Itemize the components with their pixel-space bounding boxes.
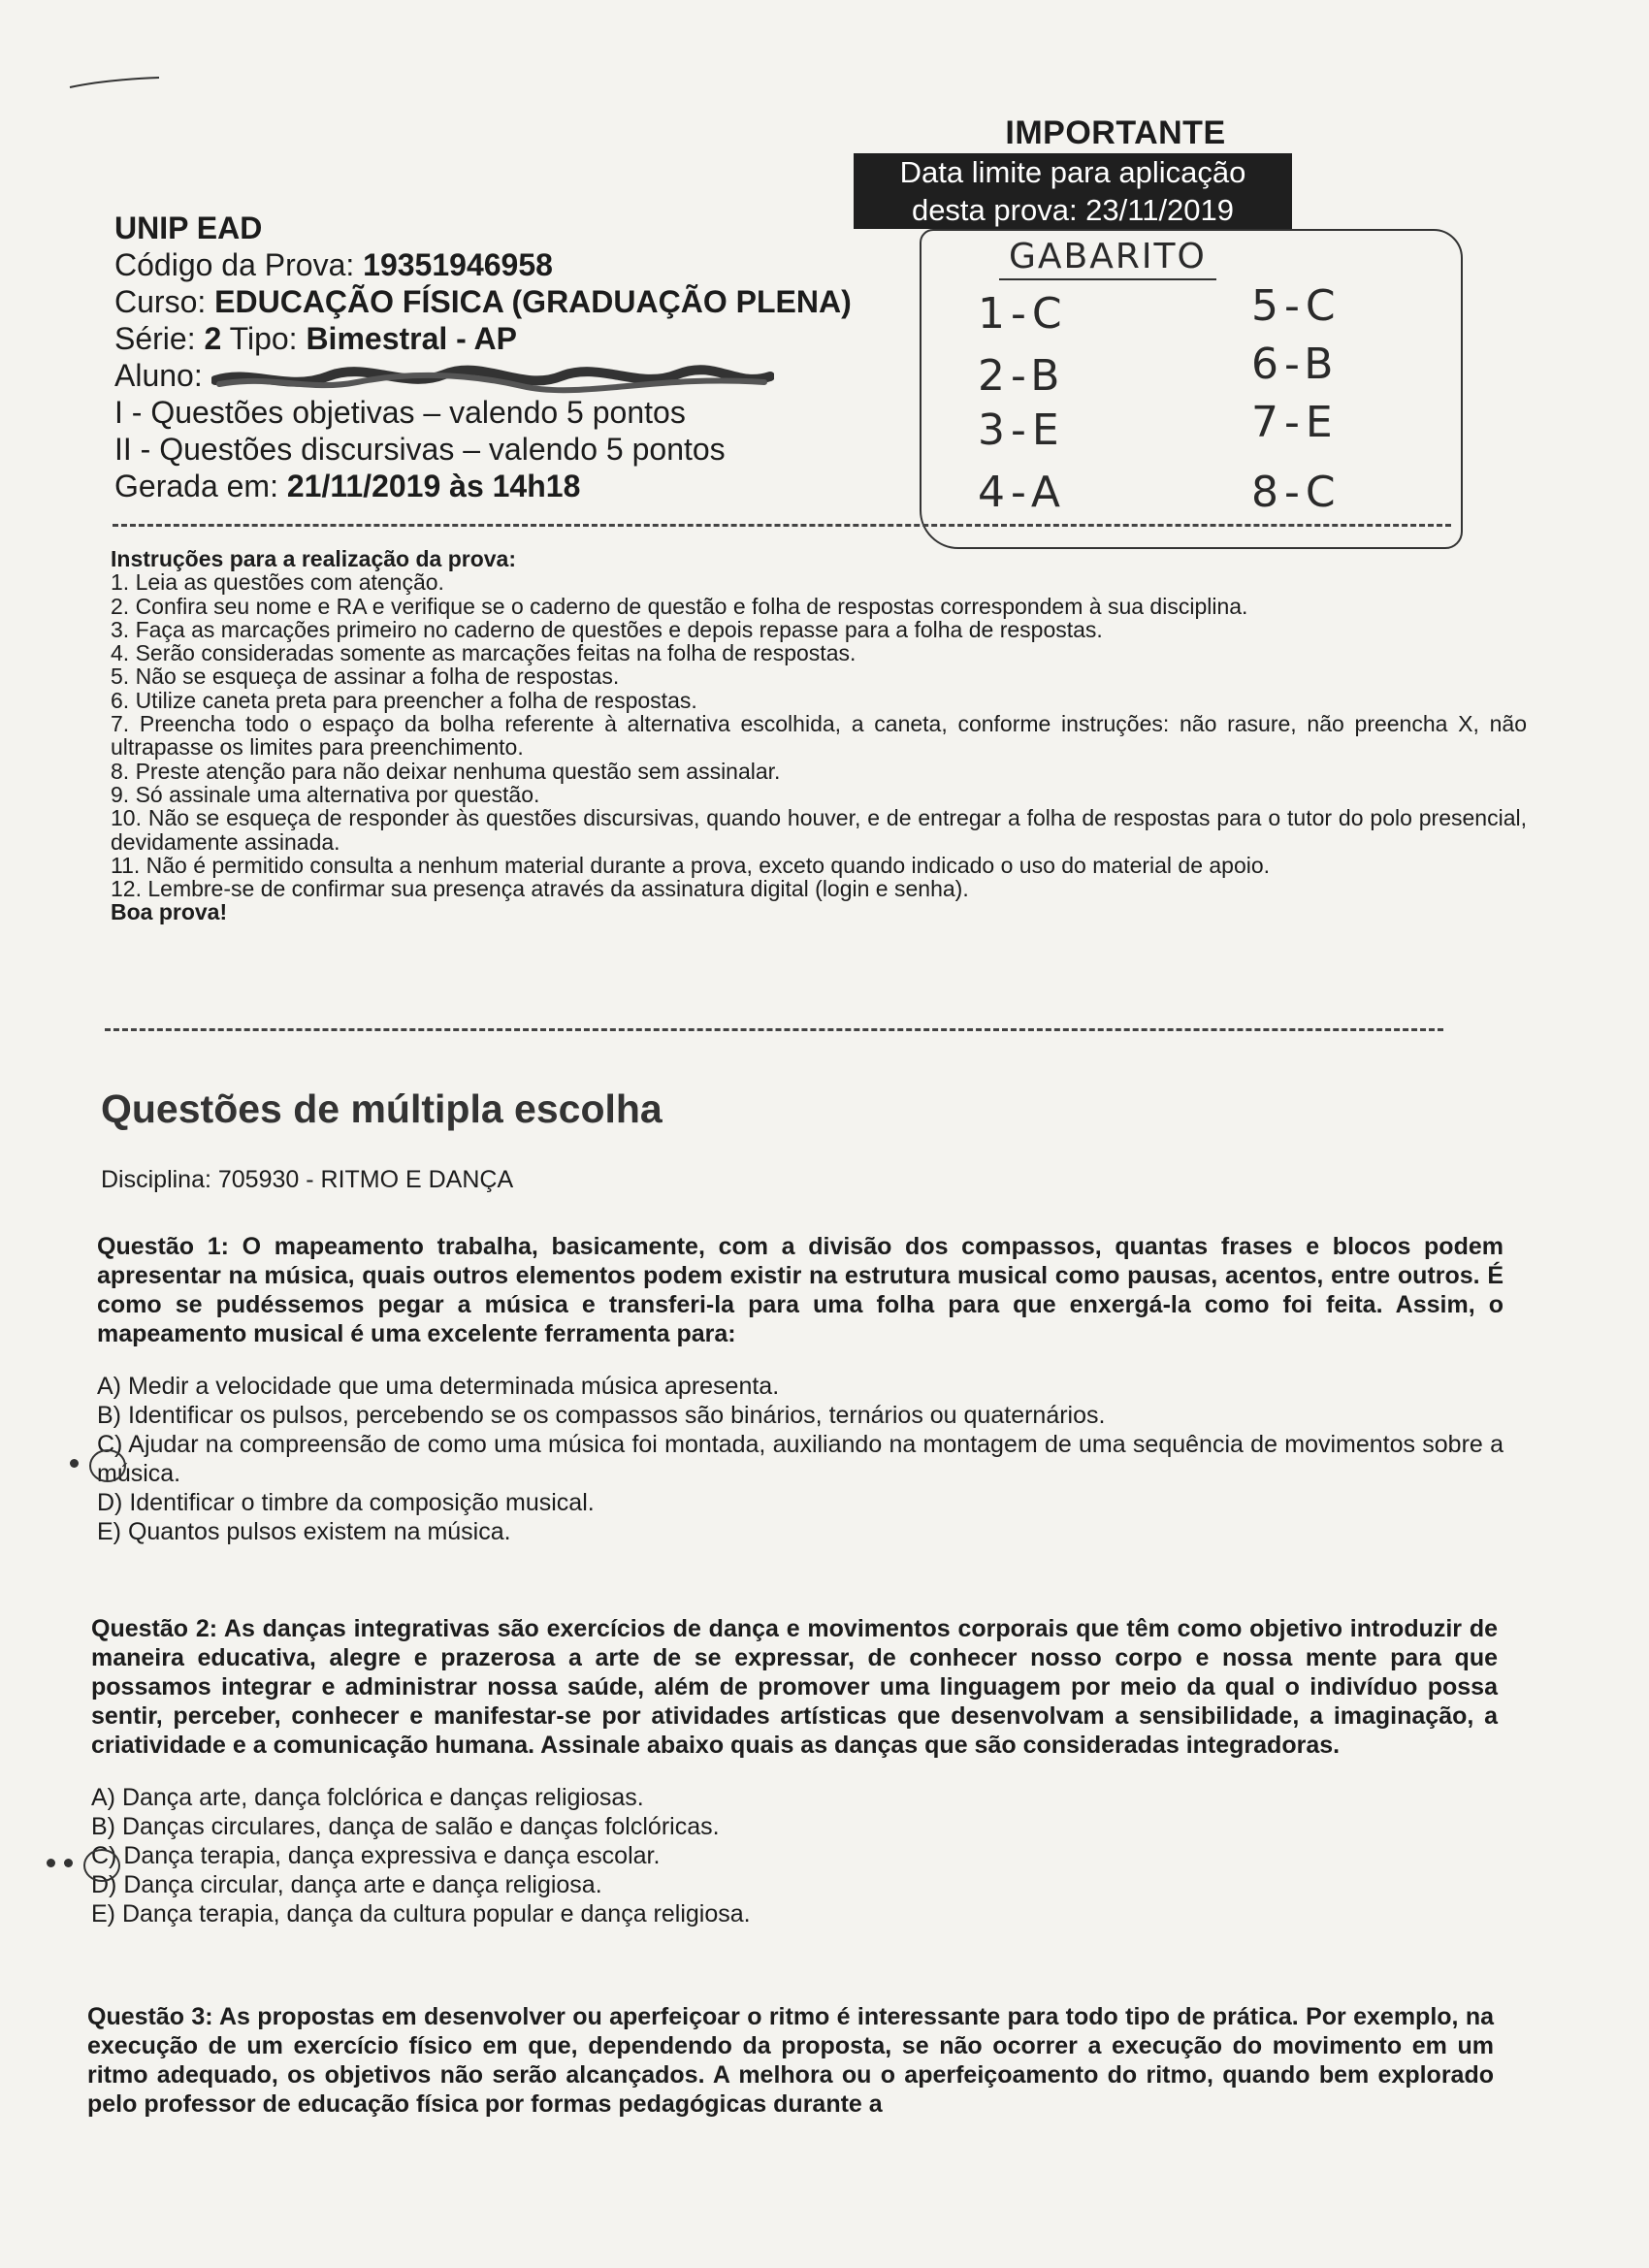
question-stem: Questão 2: As danças integrativas são exercícios de dança e movimentos corporais que têm como objetivo introduzir de maneira educativa, alegre e prazerosa a arte de se expressar, de conhecer nosso corpo e nossa mente para que possamos integrar e administrar nossa saúde, além de promover uma linguagem por meio da qual o indivíduo possa sentir, perceber, conhecer e manifestar-se por atividades artísticas que desenvolvam a sensibilidade, a imaginação, a criatividade e a comunicação humana. Assinale abaixo quais as danças que são consideradas integradoras. xyxy=(91,1615,1498,1759)
option: C) Dança terapia, dança expressiva e dança escolar. xyxy=(91,1842,661,1869)
option-selected: B) Danças circulares, dança de salão e danças folclóricas. xyxy=(91,1813,720,1840)
option: D) Dança circular, dança arte e dança religiosa. xyxy=(91,1871,602,1898)
deadline-line-1: Data limite para aplicação xyxy=(899,155,1246,189)
answer-circle-mark xyxy=(83,1849,120,1882)
instruction-item: 1. Leia as questões com atenção. xyxy=(111,569,444,596)
instruction-item: 2. Confira seu nome e RA e verifique se o caderno de questão e folha de respostas correspondem à sua disciplina. xyxy=(111,593,1248,619)
institution: UNIP EAD xyxy=(114,211,263,245)
option: D) Identificar o timbre da composição musical. xyxy=(97,1489,595,1516)
answer-key-item: 8-C xyxy=(1251,468,1342,517)
exam-code: Código da Prova: 19351946958 xyxy=(114,247,553,282)
option: E) Dança terapia, dança da cultura popular e dança religiosa. xyxy=(91,1900,751,1928)
option-selected: C) Ajudar na compreensão de como uma música foi montada, auxiliando na montagem de uma sequência de movimentos sobre a música. xyxy=(97,1431,1504,1487)
answer-key-box xyxy=(920,229,1463,549)
student: Aluno: xyxy=(114,358,203,393)
generated-at: Gerada em: 21/11/2019 às 14h18 xyxy=(114,469,581,503)
deadline-line-2: desta prova: 23/11/2019 xyxy=(911,193,1235,227)
question-2 xyxy=(91,1614,1498,1928)
instruction-item: 12. Lembre-se de confirmar sua presença através da assinatura digital (login e senha). xyxy=(111,876,969,902)
redacted-name-scribble xyxy=(211,363,774,396)
series-type: Série: 2 Tipo: Bimestral - AP xyxy=(114,321,517,356)
instructions-title: Instruções para a realização da prova: xyxy=(111,546,517,571)
instruction-item: 5. Não se esqueça de assinar a folha de respostas. xyxy=(111,664,620,690)
option: E) Quantos pulsos existem na música. xyxy=(97,1518,511,1545)
deadline-box xyxy=(854,153,1292,229)
answer-key-item: 3-E xyxy=(978,405,1065,455)
instruction-item: 3. Faça as marcações primeiro no caderno de questões e depois repasse para a folha de respostas. xyxy=(111,616,1103,642)
option: A) Medir a velocidade que uma determinada música apresenta. xyxy=(97,1373,780,1400)
question-3 xyxy=(87,2002,1494,2142)
answer-key-item: 2-B xyxy=(978,351,1066,401)
answer-key-item: 6-B xyxy=(1251,340,1340,389)
instructions-closing: Boa prova! xyxy=(111,899,228,925)
staple-mark xyxy=(68,76,161,89)
instruction-item: 11. Não é permitido consulta a nenhum material durante a prova, exceto quando indicado o uso do material de apoio. xyxy=(111,852,1271,878)
instruction-item: 6. Utilize caneta preta para preencher a folha de respostas. xyxy=(111,687,697,713)
instruction-item: 9. Só assinale uma alternativa por questão. xyxy=(111,781,540,807)
pen-dot xyxy=(64,1859,73,1867)
instruction-item: 7. Preencha todo o espaço da bolha referente à alternativa escolhida, a caneta, conforme instruções: não rasure, não preencha X, não ultrapasse os limites para preenchimento. xyxy=(111,711,1527,761)
answer-key-item: 4-A xyxy=(978,468,1067,517)
important-title: IMPORTANTE xyxy=(1005,114,1226,151)
question-1 xyxy=(97,1232,1504,1546)
discipline: Disciplina: 705930 - RITMO E DANÇA xyxy=(101,1166,514,1193)
divider xyxy=(113,524,1451,527)
instruction-item: 10. Não se esqueça de responder às questões discursivas, quando houver, e de entregar a folha de respostas para o tutor do polo presencial, devidamente assinada. xyxy=(111,805,1527,855)
instructions xyxy=(111,547,1527,924)
option: A) Dança arte, dança folclórica e danças religiosas. xyxy=(91,1784,644,1811)
pen-dot xyxy=(47,1859,55,1867)
divider xyxy=(105,1028,1443,1031)
discursive-points: II - Questões discursivas – valendo 5 pontos xyxy=(114,432,726,467)
section-title: Questões de múltipla escolha xyxy=(101,1086,663,1131)
answer-key-item: 1-C xyxy=(978,289,1068,339)
exam-header xyxy=(114,210,852,504)
answer-key-item: 7-E xyxy=(1251,398,1339,447)
instruction-item: 4. Serão consideradas somente as marcações feitas na folha de respostas. xyxy=(111,640,857,666)
course: Curso: EDUCAÇÃO FÍSICA (GRADUAÇÃO PLENA) xyxy=(114,284,852,319)
answer-circle-mark xyxy=(89,1449,126,1482)
question-stem: Questão 3: As propostas em desenvolver ou aperfeiçoar o ritmo é interessante para todo tipo de prática. Por exemplo, na execução de um exercício físico em que, dependendo da proposta, se não ocorrer a execução do movimento em um ritmo adequado, os objetivos não serão alcançados. A melhora ou o aperfeiçoamento do ritmo, quando bem explorado pelo professor de educação física por formas pedagógicas durante a xyxy=(87,2003,1494,2118)
pen-dot xyxy=(70,1459,79,1468)
answer-key-title: GABARITO xyxy=(999,237,1216,280)
option: B) Identificar os pulsos, percebendo se os compassos são binários, ternários ou quaternários. xyxy=(97,1402,1106,1429)
question-stem: Questão 1: O mapeamento trabalha, basicamente, com a divisão dos compassos, quantas frases e blocos podem apresentar na música, quais outros elementos podem existir na estrutura musical como pausas, acentos, entre outros. É como se pudéssemos pegar a música e transferi-la para uma folha para que enxergá-la como foi feita. Assim, o mapeamento musical é uma excelente ferramenta para: xyxy=(97,1233,1504,1347)
instruction-item: 8. Preste atenção para não deixar nenhuma questão sem assinalar. xyxy=(111,758,781,784)
objective-points: I - Questões objetivas – valendo 5 pontos xyxy=(114,395,686,430)
answer-key-item: 5-C xyxy=(1251,281,1342,331)
